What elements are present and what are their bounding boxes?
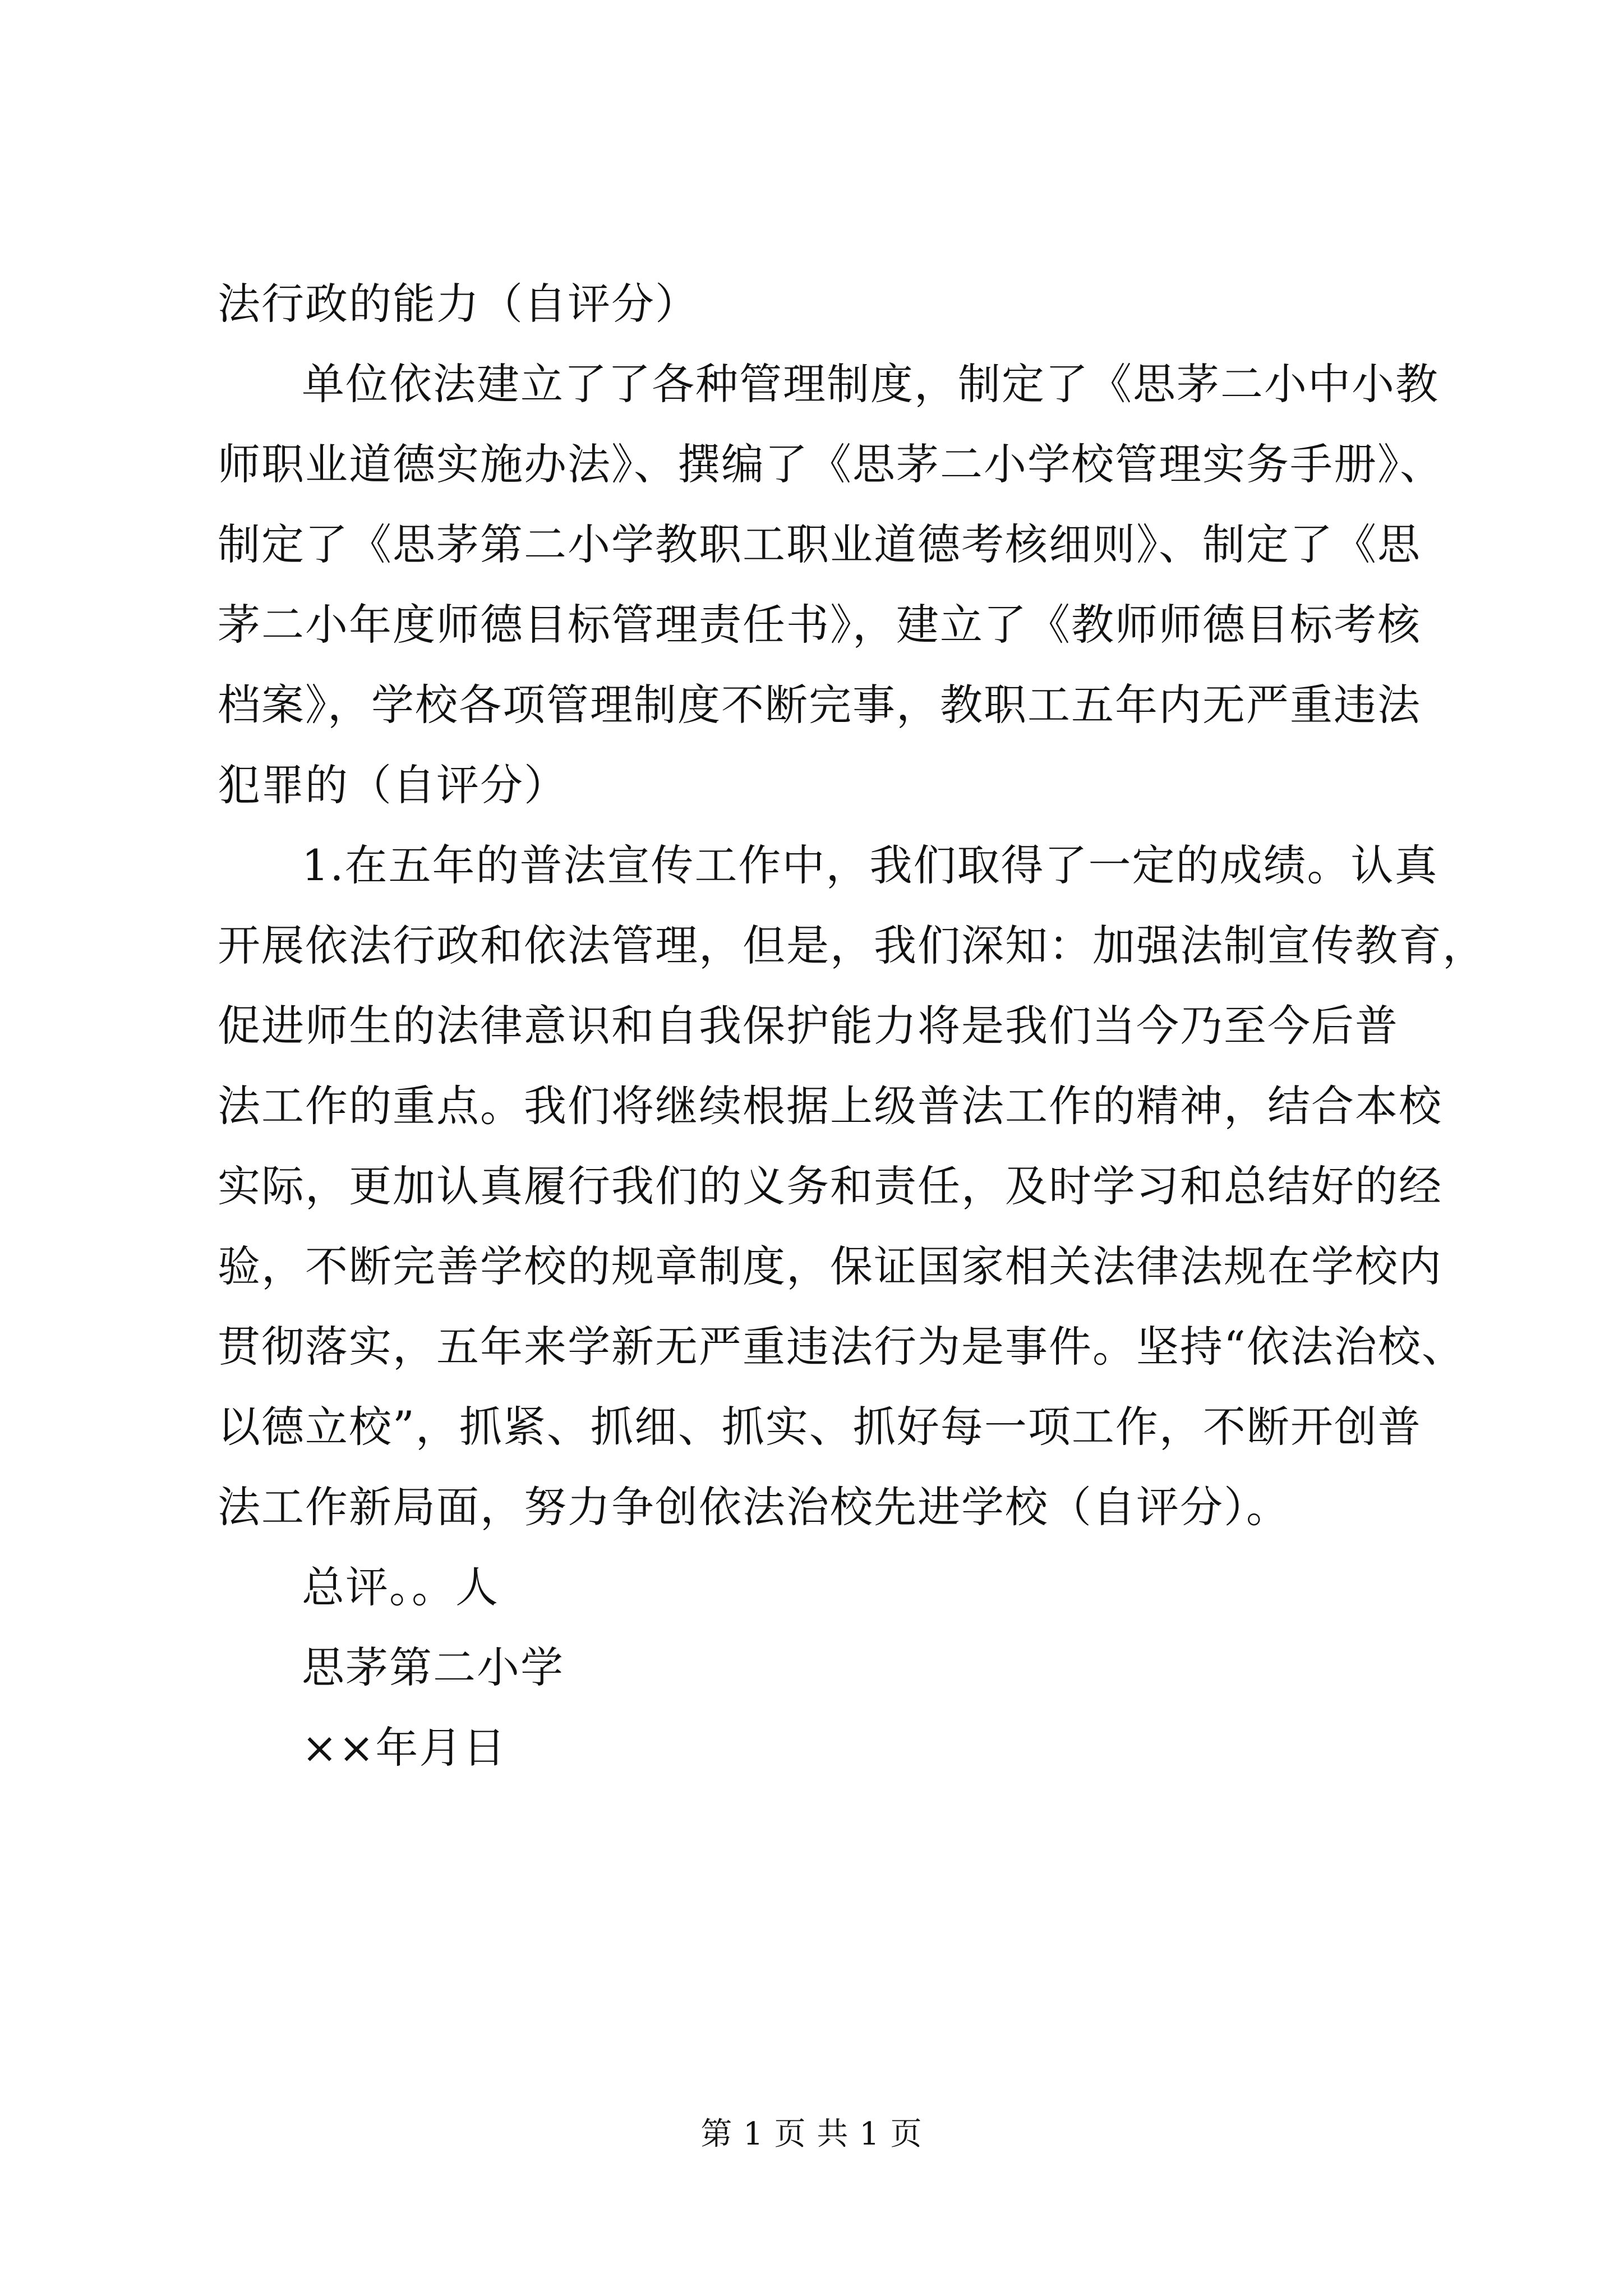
text-line: 师职业道德实施办法》、撰编了《思茅二小学校管理实务手册》、 bbox=[218, 439, 1444, 489]
text-line: 法工作新局面，努力争创依法治校先进学校（自评分）。 bbox=[218, 1482, 1290, 1532]
document-body bbox=[218, 264, 1486, 1788]
text-line: 犯罪的（自评分） bbox=[218, 760, 568, 810]
text-line: 法工作的重点。我们将继续根据上级普法工作的精神，结合本校 bbox=[218, 1081, 1442, 1131]
date-line: ××年月日 bbox=[302, 1723, 507, 1773]
text-line: 法行政的能力（自评分） bbox=[218, 279, 699, 329]
text-line: 开展依法行政和依法管理，但是，我们深知：加强法制宣传教育， bbox=[218, 921, 1486, 970]
text-line: 以德立校”，抓紧、抓细、抓实、抓好每一项工作，不断开创普 bbox=[218, 1402, 1422, 1452]
text-line: 茅二小年度师德目标管理责任书》，建立了《教师师德目标考核 bbox=[218, 600, 1421, 650]
text-line: 促进师生的法律意识和自我保护能力将是我们当今乃至今后普 bbox=[218, 1001, 1399, 1051]
paragraph-start-line: 1.在五年的普法宣传工作中，我们取得了一定的成绩。认真 bbox=[302, 840, 1438, 890]
school-name: 思茅第二小学 bbox=[302, 1642, 564, 1692]
paragraph-start-line: 单位依法建立了了各种管理制度，制定了《思茅二小中小教 bbox=[302, 359, 1439, 409]
text-line: 实际，更加认真履行我们的义务和责任，及时学习和总结好的经 bbox=[218, 1161, 1442, 1211]
page-footer: 第 1 页 共 1 页 bbox=[700, 2116, 923, 2152]
text-line: 制定了《思茅第二小学教职工职业道德考核细则》、制定了《思 bbox=[218, 519, 1421, 569]
summary-line: 总评。。人 bbox=[302, 1562, 499, 1612]
text-line: 档案》，学校各项管理制度不断完事，教职工五年内无严重违法 bbox=[218, 680, 1421, 730]
text-line: 贯彻落实，五年来学新无严重违法行为是事件。坚持“依法治校、 bbox=[218, 1322, 1465, 1372]
text-line: 验，不断完善学校的规章制度，保证国家相关法律法规在学校内 bbox=[218, 1241, 1442, 1291]
